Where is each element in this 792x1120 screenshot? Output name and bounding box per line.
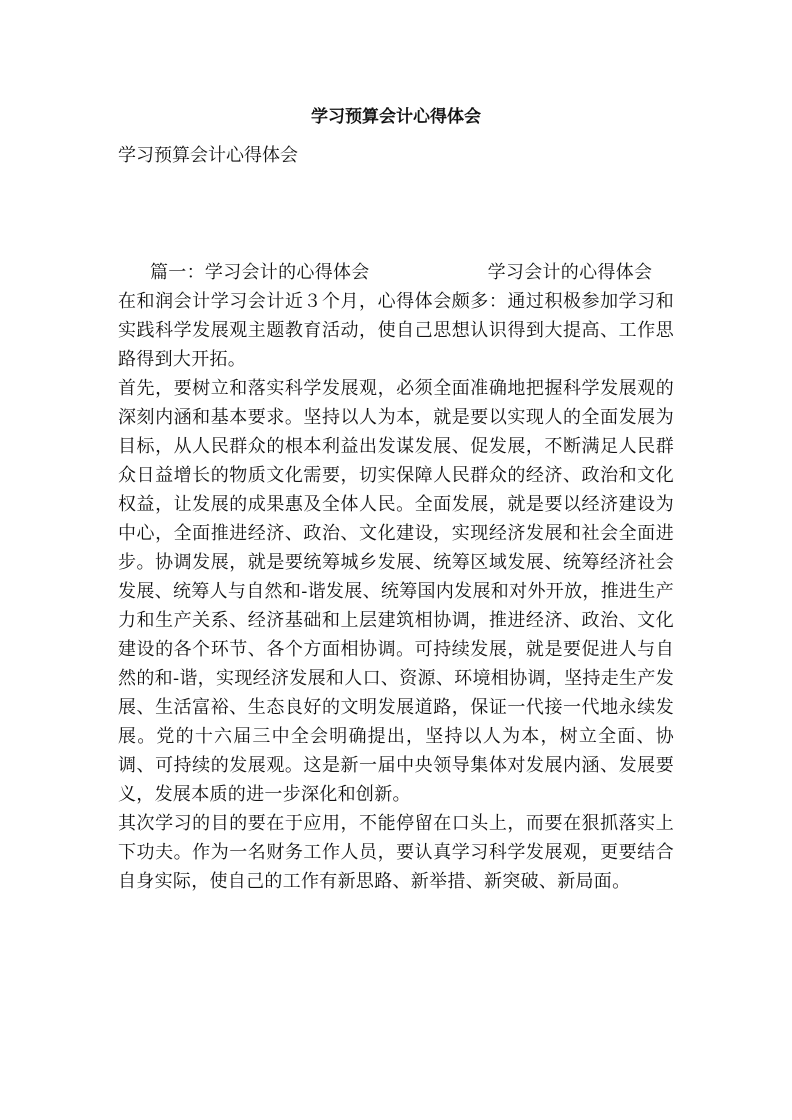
paragraph-intro: 在和润会计学习会计近３个月，心得体会颇多：通过积极参加学习和实践科学发展观主题教育活动，使自己思想认识得到大提高、工作思路得到大开拓。 [118, 291, 674, 370]
paragraph-second: 其次学习的目的要在于应用，不能停留在口头上，而要在狠抓落实上下功夫。作为一名财务工作人员，要认真学习科学发展观，更要结合自身实际，使自己的工作有新思路、新举措、新突破、新局面。 [118, 813, 674, 892]
section-heading-repeat: 学习会计的心得体会 [487, 262, 653, 283]
paragraph-first: 首先，要树立和落实科学发展观，必须全面准确地把握科学发展观的深刻内涵和基本要求。坚持以人为本，就是要以实现人的全面发展为目标，从人民群众的根本利益出发谋发展、促发展，不断满足人民群众日益增长的物质文化需要，切实保障人民群众的经济、政治和文化权益，让发展的成果惠及全体人民。全面发展，就是要以经济建设为中心，全面推进经济、政治、文化建设，实现经济发展和社会全面进步。协调发展，就是要统筹城乡发展、统筹区域发展、统筹经济社会发展、统筹人与自然和-谐发展、统筹国内发展和对外开放，推进生产力和生产关系、经济基础和上层建筑相协调，推进经济、政治、文化建设的各个环节、各个方面相协调。可持续发展，就是要促进人与自然的和-谐，实现经济发展和人口、资源、环境相协调，坚持走生产发展、生活富裕、生态良好的文明发展道路，保证一代接一代地永续发展。党的十六届三中全会明确提出，坚持以人为本，树立全面、协调、可持续的发展观。这是新一届中央领导集体对发展内涵、发展要义，发展本质的进一步深化和创新。 [118, 378, 674, 805]
document-body [118, 258, 674, 896]
section-heading-line [118, 258, 674, 287]
section-heading: 篇一：学习会计的心得体会 [150, 262, 370, 283]
document-subtitle: 学习预算会计心得体会 [118, 145, 298, 166]
document-title: 学习预算会计心得体会 [311, 107, 481, 127]
